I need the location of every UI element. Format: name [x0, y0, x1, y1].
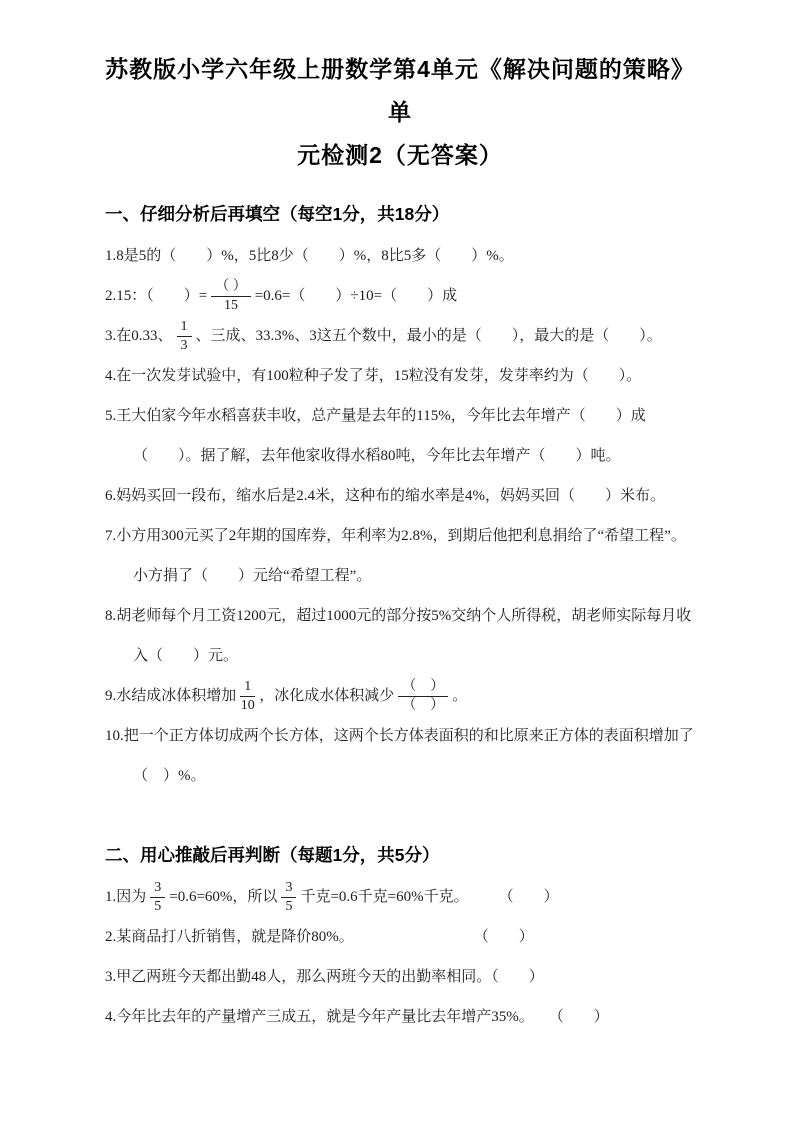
fraction [281, 880, 296, 915]
fraction-denominator: 3 [180, 338, 188, 354]
fraction [177, 319, 192, 354]
question-7 [105, 516, 695, 596]
question-text: ，冰化成水体积减少 [259, 688, 395, 704]
question-text: 1.8是5的（ ）%，5比8少（ ）%，8比5多（ ）%。 [105, 248, 514, 264]
fraction-denominator: 5 [285, 899, 293, 915]
section-1-heading: 一、仔细分析后再填空（每空1分，共18分） [105, 204, 450, 224]
question-text: 9.水结成冰体积增加 [105, 688, 237, 704]
fraction-numerator: 3 [281, 880, 296, 898]
question-text: =0.6=60%，所以 [169, 889, 278, 905]
question-5 [105, 396, 695, 476]
question-text: =0.6=（ ）÷10=（ ）成 [254, 288, 458, 304]
fraction-denominator: （ ） [402, 698, 445, 714]
question-text: 7.小方用300元买了2年期的国库券，年利率为2.8%，到期后他把利息捐给了“希望工程”。小方捐了（ ）元给“希望工程”。 [105, 528, 686, 584]
fraction-denominator: 5 [154, 899, 162, 915]
fraction-numerator: 1 [177, 319, 192, 337]
page-title-line-2: 元检测2（无答案） [297, 142, 503, 168]
question-text: 4.今年比去年的产量增产三成五，就是今年产量比去年增产35%。 （ ） [105, 1009, 609, 1025]
fraction [211, 279, 251, 314]
fraction [150, 880, 165, 915]
question-2 [105, 917, 695, 957]
question-6 [105, 476, 695, 516]
question-1 [105, 877, 695, 917]
question-9 [105, 676, 695, 716]
fraction-numerator: （ ） [398, 679, 448, 697]
fraction-denominator: 15 [223, 298, 238, 314]
question-text: 4.在一次发芽试验中，有100粒种子发了芽，15粒没有发芽，发芽率约为（ ）。 [105, 368, 642, 384]
question-text: 1.因为 [105, 889, 147, 905]
question-text: 6.妈妈买回一段布，缩水后是2.4米，这种布的缩水率是4%，妈妈买回（ ）米布。 [105, 488, 665, 504]
question-3 [105, 957, 695, 997]
fraction-numerator: （ ） [211, 279, 251, 297]
section-1-questions [105, 236, 695, 796]
section-2-heading: 二、用心推敲后再判断（每题1分，共5分） [105, 845, 440, 865]
fraction-denominator: 10 [240, 698, 255, 714]
question-text: 2.某商品打八折销售，就是降价80%。 （ ） [105, 929, 534, 945]
question-8 [105, 596, 695, 676]
question-3 [105, 316, 695, 356]
page-title-line-1: 苏教版小学六年级上册数学第4单元《解决问题的策略》单 [105, 56, 695, 125]
page-title [105, 48, 695, 177]
question-text: 5.王大伯家今年水稻喜获丰收，总产量是去年的115%，今年比去年增产（ ）成（ ）。据了解，去年他家收得水稻80吨，今年比去年增产（ ）吨。 [105, 408, 646, 464]
fraction [240, 679, 255, 714]
question-text: 2.15：（ ）= [105, 288, 208, 304]
question-text: 8.胡老师每个月工资1200元，超过1000元的部分按5%交纳个人所得税，胡老师实际每月收入（ ）元。 [105, 608, 692, 664]
question-text: 10.把一个正方体切成两个长方体，这两个长方体表面积的和比原来正方体的表面积增加了（ ）%。 [105, 728, 694, 784]
section-2-questions [105, 877, 695, 1037]
fraction-numerator: 3 [150, 880, 165, 898]
question-2 [105, 276, 695, 316]
question-text: 3.在0.33、 [105, 328, 173, 344]
question-10 [105, 716, 695, 796]
question-4 [105, 997, 695, 1037]
question-1 [105, 236, 695, 276]
question-text: 3.甲乙两班今天都出勤48人，那么两班今天的出勤率相同。（ ） [105, 969, 544, 985]
question-text: 千克=0.6千克=60%千克。 （ ） [300, 889, 559, 905]
question-text: 、三成、33.3%、3这五个数中，最小的是（ ），最大的是（ ）。 [195, 328, 662, 344]
fraction-numerator: 1 [240, 679, 255, 697]
question-text: 。 [452, 688, 468, 704]
fraction [398, 679, 448, 714]
question-4 [105, 356, 695, 396]
